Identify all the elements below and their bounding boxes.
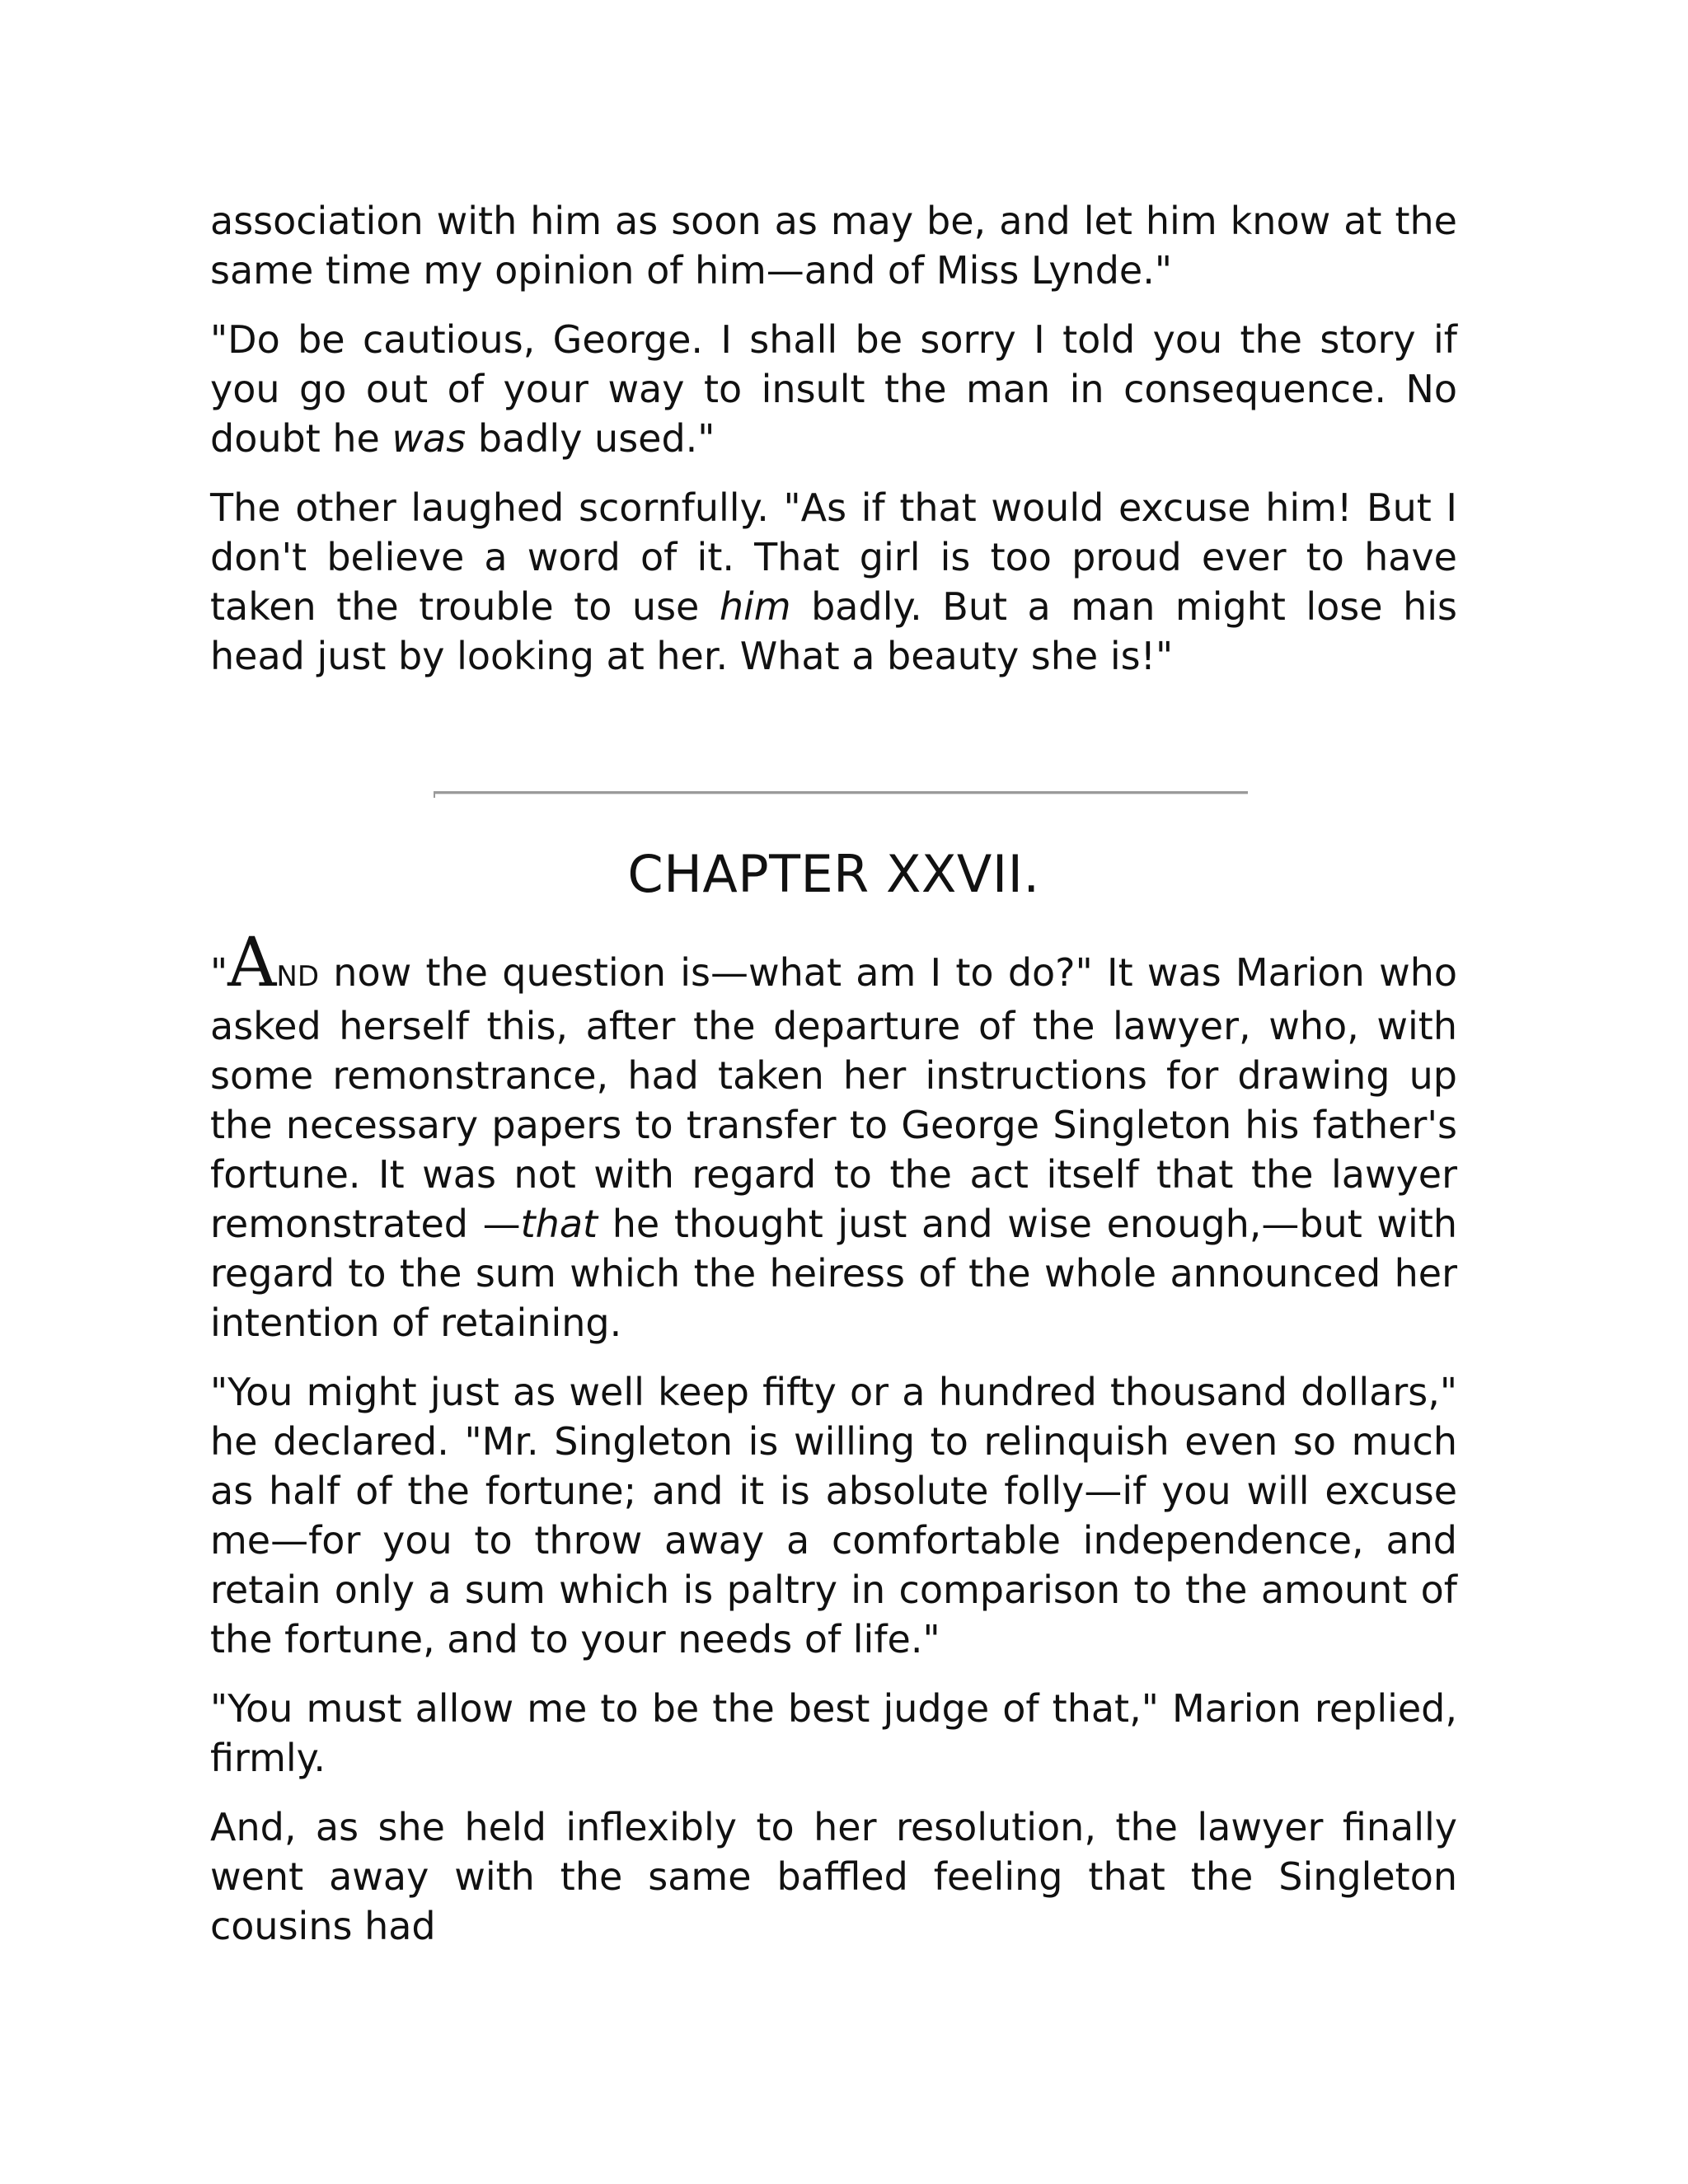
italic-segment: him bbox=[719, 584, 791, 629]
paragraph bbox=[210, 196, 1457, 295]
paragraph bbox=[210, 1367, 1457, 1664]
opening-quote: " bbox=[210, 950, 228, 995]
small-caps: ND bbox=[276, 960, 320, 993]
italic-segment: was bbox=[392, 416, 467, 461]
text-segment: "You must allow me to be the best judge of that," Marion replied, firmly. bbox=[210, 1686, 1457, 1780]
paragraph bbox=[210, 1802, 1457, 1951]
italic-segment: that bbox=[520, 1202, 598, 1246]
text-segment: "You might just as well keep fifty or a hundred thousand dollars," he declared. "Mr. Singleton is willing to relinquish even so much as half of the fortune; and it is absolute folly—if you will excuse me—for you to throw away a comfortable independence, and retain only a sum which is paltry in comparison to the amount of the fortune, and to your needs of life." bbox=[210, 1370, 1457, 1661]
text-segment: badly used." bbox=[466, 416, 715, 461]
text-segment: he thought just and wise enough,—but with regard to the sum which the heiress of the whole announced her intention of retaining. bbox=[210, 1202, 1458, 1345]
text-segment: "Do be cautious, George. I shall be sorry I told you the story if you go out of your way to insult the man in consequence. No doubt he bbox=[210, 317, 1457, 461]
page-content bbox=[210, 196, 1457, 1971]
text-segment: And, as she held inflexibly to her resolution, the lawyer finally went away with the same baffled feeling that the Singleton cousins had bbox=[210, 1805, 1457, 1948]
chapter-title: CHAPTER XXVII. bbox=[627, 844, 1040, 904]
text-segment: The other laughed scornfully. "As if that would excuse him! But I don't believe a word of it. That girl is too proud ever to have taken the trouble to use bbox=[210, 485, 1457, 629]
paragraph bbox=[210, 315, 1457, 463]
text-segment: now the question is—what am I to do?" It was Marion who asked herself this, after the departure of the lawyer, who, with some remonstrance, had taken her instructions for drawing up the necessary papers to transfer to George Singleton his father's fortune. It was not with regard to the act itself that the lawyer remonstrated — bbox=[210, 950, 1457, 1246]
text-segment: badly. But a man might lose his head just by looking at her. What a beauty she is!" bbox=[210, 584, 1457, 678]
section-divider bbox=[434, 791, 1248, 794]
text-segment: association with him as soon as may be, and let him know at the same time my opinion of him—and of Miss Lynde." bbox=[210, 199, 1457, 293]
paragraph bbox=[210, 1684, 1457, 1783]
paragraph bbox=[210, 483, 1457, 681]
drop-cap: A bbox=[227, 924, 277, 1002]
chapter-opening-paragraph bbox=[210, 924, 1458, 1347]
